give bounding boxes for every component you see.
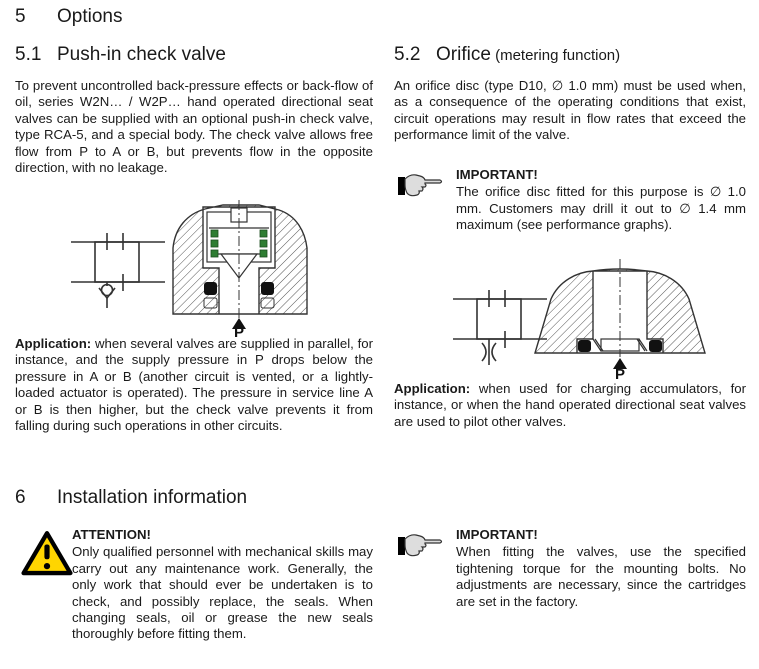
important-text: The orifice disc fitted for this purpose is ∅ 1.0 mm. Customers may drill it out to ∅ 1.4 mm maximum (see performance graphs). xyxy=(456,184,746,233)
section-6-title: Installation information xyxy=(57,487,248,508)
port-label-p: P xyxy=(614,366,626,380)
check-valve-cross-section xyxy=(163,196,319,338)
important-title: IMPORTANT! xyxy=(456,527,538,542)
section-5-1-application xyxy=(15,336,373,434)
orifice-diagrams xyxy=(394,255,746,380)
important-note-installation xyxy=(394,527,746,610)
section-5-number: 5 xyxy=(15,6,26,27)
check-valve-diagrams xyxy=(15,196,373,338)
section-5-1-heading xyxy=(15,44,226,66)
important-title: IMPORTANT! xyxy=(456,167,538,182)
section-5-2-title-suffix: (metering function) xyxy=(490,47,621,64)
section-6-number: 6 xyxy=(15,487,26,508)
pointing-hand-icon xyxy=(398,171,444,206)
attention-text: Only qualified personnel with mechanical skills may carry out any maintenance work. Generally, the only work that should ever be undertaken is to check, and possibly replace, the seals. When changing seals, oil or grease the new seals thoroughly before fitting them. xyxy=(72,544,373,642)
application-text: when used for charging accumulators, for instance, or when the hand operated directional seat valves are used to pilot other valves. xyxy=(394,381,746,429)
section-5-2-heading xyxy=(394,44,620,66)
warning-triangle-icon xyxy=(21,529,73,584)
section-5-2-application xyxy=(394,381,746,430)
section-5-1-intro: To prevent uncontrolled back-pressure effects or back-flow of oil, series W2N… / W2P… hand operated directional seat valves can be supplied with an optional push-in check valve, type RCA-5, and a special body. The check valve allows free flow from P to A or B, but prevents flow in the opposite direction, with no leakage. xyxy=(15,78,373,176)
section-5-title: Options xyxy=(57,6,123,27)
important-text: When fitting the valves, use the specified tightening torque for the mounting bolts. No adjustments are necessary, since the cartridges are set in the factory. xyxy=(456,544,746,609)
check-valve-symbol-diagram xyxy=(67,220,172,315)
important-note-orifice xyxy=(394,167,746,234)
section-5-heading xyxy=(15,6,122,28)
section-5-2-title: Orifice xyxy=(436,44,491,65)
section-5-1-title: Push-in check valve xyxy=(57,44,226,65)
section-5-2-intro: An orifice disc (type D10, ∅ 1.0 mm) must be used when, as a consequence of the operating conditions that exist, circuit operations may result in flow rates that exceed the performance limit of the valve. xyxy=(394,78,746,143)
application-label: Application: xyxy=(394,381,471,396)
port-label-p: P xyxy=(233,324,245,338)
section-6-heading xyxy=(15,487,247,509)
application-label: Application: xyxy=(15,336,92,351)
section-5-2-number: 5.2 xyxy=(394,44,421,65)
orifice-cross-section xyxy=(529,257,711,380)
attention-title: ATTENTION! xyxy=(72,527,151,542)
pointing-hand-icon xyxy=(398,531,444,566)
attention-note xyxy=(15,527,373,643)
application-text: when several valves are supplied in parallel, for instance, and the supply pressure in P drops below the pressure in A or B (another circuit is vented, or a lightly-loaded actuator is operated). The pressure in service line A or B is then higher, but the check valve prevents it from falling during such operations in other circuits. xyxy=(15,336,373,434)
section-5-1-number: 5.1 xyxy=(15,44,42,65)
